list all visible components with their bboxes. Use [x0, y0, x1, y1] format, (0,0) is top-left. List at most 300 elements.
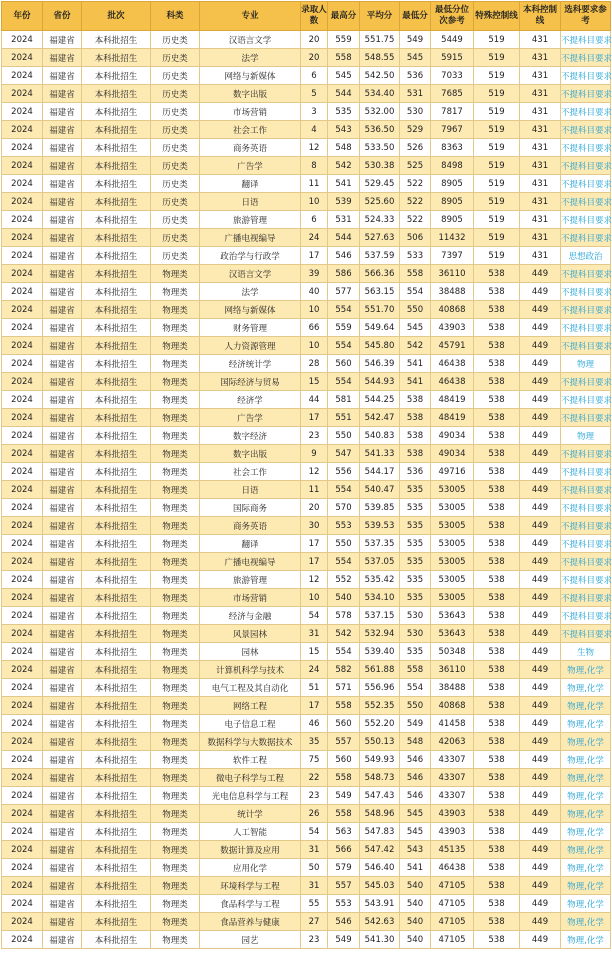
cell-max-score: 543: [328, 121, 360, 139]
cell-major: 国际商务: [200, 499, 301, 517]
cell-admitted: 8: [301, 157, 328, 175]
cell-min-rank: 49034: [431, 427, 474, 445]
cell-category: 物理类: [151, 895, 200, 913]
cell-year: 2024: [2, 481, 43, 499]
cell-batch: 本科批招生: [82, 265, 151, 283]
cell-category: 物理类: [151, 265, 200, 283]
table-row: [2, 175, 611, 193]
cell-special-line: 538: [474, 733, 520, 751]
cell-min-score: 549: [400, 31, 431, 49]
table-row: [2, 283, 611, 301]
cell-admitted: 28: [301, 355, 328, 373]
cell-max-score: 551: [328, 409, 360, 427]
cell-admitted: 24: [301, 661, 328, 679]
cell-province: 福建省: [43, 787, 82, 805]
cell-admitted: 5: [301, 85, 328, 103]
cell-year: 2024: [2, 31, 43, 49]
cell-min-rank: 45791: [431, 337, 474, 355]
cell-special-line: 519: [474, 67, 520, 85]
cell-province: 福建省: [43, 661, 82, 679]
cell-undergrad-line: 449: [520, 679, 561, 697]
cell-category: 历史类: [151, 193, 200, 211]
cell-major: 经济统计学: [200, 355, 301, 373]
cell-max-score: 554: [328, 337, 360, 355]
cell-admitted: 23: [301, 787, 328, 805]
cell-avg-score: 545.80: [360, 337, 400, 355]
cell-max-score: 531: [328, 211, 360, 229]
cell-province: 福建省: [43, 481, 82, 499]
cell-province: 福建省: [43, 319, 82, 337]
cell-year: 2024: [2, 769, 43, 787]
cell-year: 2024: [2, 841, 43, 859]
cell-batch: 本科批招生: [82, 247, 151, 265]
cell-min-score: 538: [400, 391, 431, 409]
cell-undergrad-line: 449: [520, 913, 561, 931]
cell-min-rank: 41458: [431, 715, 474, 733]
cell-province: 福建省: [43, 355, 82, 373]
table-row: [2, 679, 611, 697]
table-row: [2, 121, 611, 139]
cell-admitted: 12: [301, 139, 328, 157]
cell-admitted: 46: [301, 715, 328, 733]
cell-admitted: 17: [301, 553, 328, 571]
cell-min-rank: 38488: [431, 283, 474, 301]
cell-province: 福建省: [43, 427, 82, 445]
cell-major: 社会工作: [200, 463, 301, 481]
cell-province: 福建省: [43, 193, 82, 211]
cell-min-score: 550: [400, 697, 431, 715]
cell-category: 历史类: [151, 247, 200, 265]
cell-batch: 本科批招生: [82, 67, 151, 85]
cell-special-line: 538: [474, 553, 520, 571]
cell-special-line: 538: [474, 373, 520, 391]
table-row: [2, 643, 611, 661]
cell-category: 历史类: [151, 157, 200, 175]
cell-special-line: 538: [474, 481, 520, 499]
cell-admitted: 50: [301, 859, 328, 877]
cell-admitted: 40: [301, 283, 328, 301]
cell-batch: 本科批招生: [82, 481, 151, 499]
cell-batch: 本科批招生: [82, 175, 151, 193]
cell-special-line: 538: [474, 391, 520, 409]
cell-category: 物理类: [151, 697, 200, 715]
cell-avg-score: 544.25: [360, 391, 400, 409]
cell-min-score: 549: [400, 715, 431, 733]
cell-year: 2024: [2, 283, 43, 301]
cell-avg-score: 529.45: [360, 175, 400, 193]
cell-admitted: 9: [301, 445, 328, 463]
cell-category: 物理类: [151, 301, 200, 319]
cell-major: 商务英语: [200, 139, 301, 157]
cell-min-rank: 11432: [431, 229, 474, 247]
cell-min-rank: 53643: [431, 607, 474, 625]
cell-undergrad-line: 449: [520, 445, 561, 463]
cell-max-score: 581: [328, 391, 360, 409]
cell-year: 2024: [2, 805, 43, 823]
cell-category: 物理类: [151, 751, 200, 769]
cell-batch: 本科批招生: [82, 661, 151, 679]
cell-min-score: 535: [400, 571, 431, 589]
cell-undergrad-line: 431: [520, 31, 561, 49]
cell-batch: 本科批招生: [82, 499, 151, 517]
cell-category: 物理类: [151, 535, 200, 553]
cell-avg-score: 539.85: [360, 499, 400, 517]
cell-category: 物理类: [151, 733, 200, 751]
cell-year: 2024: [2, 787, 43, 805]
cell-avg-score: 547.42: [360, 841, 400, 859]
cell-max-score: 578: [328, 607, 360, 625]
cell-admitted: 11: [301, 175, 328, 193]
cell-year: 2024: [2, 427, 43, 445]
cell-province: 福建省: [43, 139, 82, 157]
cell-year: 2024: [2, 643, 43, 661]
cell-category: 历史类: [151, 85, 200, 103]
cell-batch: 本科批招生: [82, 679, 151, 697]
cell-special-line: 538: [474, 301, 520, 319]
table-row: [2, 517, 611, 535]
table-row: [2, 301, 611, 319]
cell-province: 福建省: [43, 499, 82, 517]
cell-province: 福建省: [43, 283, 82, 301]
cell-max-score: 579: [328, 859, 360, 877]
cell-avg-score: 551.70: [360, 301, 400, 319]
cell-batch: 本科批招生: [82, 589, 151, 607]
cell-admitted: 10: [301, 337, 328, 355]
cell-batch: 本科批招生: [82, 823, 151, 841]
cell-major: 商务英语: [200, 517, 301, 535]
cell-province: 福建省: [43, 67, 82, 85]
cell-min-score: 535: [400, 517, 431, 535]
cell-category: 物理类: [151, 445, 200, 463]
cell-min-score: 535: [400, 481, 431, 499]
cell-year: 2024: [2, 103, 43, 121]
cell-subject-req: 物理,化学: [561, 715, 611, 733]
cell-subject-req: 不提科目要求: [561, 265, 611, 283]
cell-min-rank: 47105: [431, 877, 474, 895]
cell-min-score: 554: [400, 283, 431, 301]
cell-special-line: 519: [474, 85, 520, 103]
table-row: [2, 571, 611, 589]
cell-major: 翻译: [200, 175, 301, 193]
cell-category: 历史类: [151, 31, 200, 49]
cell-major: 社会工作: [200, 121, 301, 139]
cell-subject-req: 不提科目要求: [561, 157, 611, 175]
cell-batch: 本科批招生: [82, 301, 151, 319]
cell-batch: 本科批招生: [82, 31, 151, 49]
cell-min-score: 546: [400, 751, 431, 769]
table-row: [2, 895, 611, 913]
cell-major: 电气工程及其自动化: [200, 679, 301, 697]
cell-year: 2024: [2, 445, 43, 463]
cell-batch: 本科批招生: [82, 49, 151, 67]
cell-avg-score: 527.63: [360, 229, 400, 247]
cell-undergrad-line: 449: [520, 571, 561, 589]
header-max-score: 最高分: [328, 2, 360, 31]
cell-year: 2024: [2, 553, 43, 571]
cell-max-score: 586: [328, 265, 360, 283]
cell-undergrad-line: 449: [520, 859, 561, 877]
cell-batch: 本科批招生: [82, 409, 151, 427]
cell-year: 2024: [2, 265, 43, 283]
cell-special-line: 538: [474, 355, 520, 373]
cell-admitted: 17: [301, 535, 328, 553]
cell-max-score: 546: [328, 913, 360, 931]
cell-max-score: 560: [328, 751, 360, 769]
cell-min-rank: 53005: [431, 553, 474, 571]
cell-batch: 本科批招生: [82, 319, 151, 337]
cell-subject-req: 不提科目要求: [561, 337, 611, 355]
cell-min-rank: 53005: [431, 571, 474, 589]
cell-category: 物理类: [151, 553, 200, 571]
table-row: [2, 85, 611, 103]
cell-undergrad-line: 449: [520, 553, 561, 571]
cell-avg-score: 544.17: [360, 463, 400, 481]
cell-category: 物理类: [151, 931, 200, 949]
cell-category: 物理类: [151, 499, 200, 517]
cell-subject-req: 不提科目要求: [561, 481, 611, 499]
cell-major: 经济与金融: [200, 607, 301, 625]
table-row: [2, 751, 611, 769]
cell-batch: 本科批招生: [82, 697, 151, 715]
header-batch: 批次: [82, 2, 151, 31]
cell-undergrad-line: 449: [520, 751, 561, 769]
cell-max-score: 544: [328, 85, 360, 103]
cell-min-score: 522: [400, 175, 431, 193]
cell-undergrad-line: 431: [520, 67, 561, 85]
cell-min-rank: 53005: [431, 517, 474, 535]
cell-min-rank: 36110: [431, 265, 474, 283]
cell-avg-score: 537.35: [360, 535, 400, 553]
cell-avg-score: 551.75: [360, 31, 400, 49]
cell-major: 市场营销: [200, 589, 301, 607]
cell-min-rank: 7967: [431, 121, 474, 139]
cell-special-line: 519: [474, 139, 520, 157]
table-row: [2, 535, 611, 553]
cell-min-score: 540: [400, 877, 431, 895]
cell-province: 福建省: [43, 85, 82, 103]
cell-subject-req: 物理,化学: [561, 733, 611, 751]
cell-batch: 本科批招生: [82, 85, 151, 103]
table-row: [2, 625, 611, 643]
cell-subject-req: 不提科目要求: [561, 283, 611, 301]
cell-min-score: 535: [400, 535, 431, 553]
cell-min-score: 536: [400, 67, 431, 85]
cell-undergrad-line: 449: [520, 265, 561, 283]
table-row: [2, 805, 611, 823]
cell-admitted: 12: [301, 463, 328, 481]
cell-min-rank: 43903: [431, 805, 474, 823]
cell-category: 物理类: [151, 337, 200, 355]
cell-province: 福建省: [43, 697, 82, 715]
cell-special-line: 519: [474, 175, 520, 193]
cell-subject-req: 不提科目要求: [561, 607, 611, 625]
cell-category: 历史类: [151, 103, 200, 121]
cell-major: 日语: [200, 193, 301, 211]
cell-subject-req: 生物: [561, 643, 611, 661]
cell-special-line: 519: [474, 247, 520, 265]
cell-province: 福建省: [43, 715, 82, 733]
cell-category: 物理类: [151, 769, 200, 787]
cell-year: 2024: [2, 607, 43, 625]
cell-province: 福建省: [43, 229, 82, 247]
cell-undergrad-line: 449: [520, 643, 561, 661]
table-row: [2, 139, 611, 157]
header-avg-score: 平均分: [360, 2, 400, 31]
cell-major: 汉语言文学: [200, 31, 301, 49]
cell-special-line: 538: [474, 751, 520, 769]
cell-year: 2024: [2, 679, 43, 697]
cell-min-rank: 48419: [431, 409, 474, 427]
cell-major: 财务管理: [200, 319, 301, 337]
cell-province: 福建省: [43, 895, 82, 913]
cell-batch: 本科批招生: [82, 931, 151, 949]
cell-min-score: 540: [400, 913, 431, 931]
cell-max-score: 571: [328, 679, 360, 697]
cell-subject-req: 不提科目要求: [561, 517, 611, 535]
cell-major: 数字出版: [200, 85, 301, 103]
cell-special-line: 519: [474, 103, 520, 121]
cell-avg-score: 542.50: [360, 67, 400, 85]
cell-max-score: 570: [328, 499, 360, 517]
cell-avg-score: 532.00: [360, 103, 400, 121]
cell-undergrad-line: 449: [520, 283, 561, 301]
cell-admitted: 10: [301, 589, 328, 607]
cell-max-score: 558: [328, 769, 360, 787]
cell-major: 园艺: [200, 931, 301, 949]
cell-batch: 本科批招生: [82, 751, 151, 769]
cell-special-line: 538: [474, 571, 520, 589]
cell-subject-req: 物理,化学: [561, 895, 611, 913]
cell-undergrad-line: 449: [520, 499, 561, 517]
cell-undergrad-line: 431: [520, 103, 561, 121]
cell-avg-score: 548.55: [360, 49, 400, 67]
cell-min-rank: 8905: [431, 193, 474, 211]
cell-batch: 本科批招生: [82, 337, 151, 355]
cell-province: 福建省: [43, 751, 82, 769]
cell-min-score: 540: [400, 895, 431, 913]
table-row: [2, 661, 611, 679]
cell-subject-req: 不提科目要求: [561, 67, 611, 85]
cell-province: 福建省: [43, 679, 82, 697]
cell-min-rank: 7033: [431, 67, 474, 85]
cell-major: 法学: [200, 283, 301, 301]
cell-subject-req: 不提科目要求: [561, 535, 611, 553]
cell-max-score: 540: [328, 589, 360, 607]
cell-undergrad-line: 449: [520, 931, 561, 949]
cell-special-line: 538: [474, 643, 520, 661]
cell-category: 物理类: [151, 787, 200, 805]
cell-category: 物理类: [151, 427, 200, 445]
cell-province: 福建省: [43, 103, 82, 121]
cell-batch: 本科批招生: [82, 283, 151, 301]
cell-year: 2024: [2, 193, 43, 211]
cell-year: 2024: [2, 895, 43, 913]
cell-province: 福建省: [43, 517, 82, 535]
cell-subject-req: 不提科目要求: [561, 499, 611, 517]
cell-special-line: 538: [474, 463, 520, 481]
cell-province: 福建省: [43, 337, 82, 355]
cell-admitted: 4: [301, 121, 328, 139]
cell-province: 福建省: [43, 769, 82, 787]
cell-major: 数字出版: [200, 445, 301, 463]
cell-category: 历史类: [151, 49, 200, 67]
cell-subject-req: 不提科目要求: [561, 589, 611, 607]
cell-min-rank: 43307: [431, 769, 474, 787]
cell-avg-score: 524.33: [360, 211, 400, 229]
cell-year: 2024: [2, 337, 43, 355]
cell-admitted: 35: [301, 733, 328, 751]
cell-special-line: 519: [474, 157, 520, 175]
cell-avg-score: 556.96: [360, 679, 400, 697]
cell-min-score: 536: [400, 463, 431, 481]
cell-min-score: 543: [400, 841, 431, 859]
table-row: [2, 103, 611, 121]
cell-province: 福建省: [43, 409, 82, 427]
table-row: [2, 265, 611, 283]
cell-min-score: 525: [400, 157, 431, 175]
cell-min-rank: 43903: [431, 823, 474, 841]
cell-batch: 本科批招生: [82, 733, 151, 751]
cell-min-rank: 53005: [431, 589, 474, 607]
cell-max-score: 553: [328, 895, 360, 913]
cell-admitted: 31: [301, 877, 328, 895]
cell-undergrad-line: 449: [520, 301, 561, 319]
cell-category: 物理类: [151, 283, 200, 301]
cell-undergrad-line: 449: [520, 427, 561, 445]
cell-year: 2024: [2, 589, 43, 607]
cell-avg-score: 539.40: [360, 643, 400, 661]
cell-category: 物理类: [151, 481, 200, 499]
cell-max-score: 550: [328, 535, 360, 553]
table-row: [2, 409, 611, 427]
cell-undergrad-line: 431: [520, 211, 561, 229]
cell-special-line: 538: [474, 715, 520, 733]
cell-subject-req: 物理,化学: [561, 769, 611, 787]
cell-year: 2024: [2, 751, 43, 769]
cell-admitted: 54: [301, 823, 328, 841]
cell-category: 历史类: [151, 67, 200, 85]
cell-province: 福建省: [43, 49, 82, 67]
cell-admitted: 20: [301, 499, 328, 517]
cell-avg-score: 544.93: [360, 373, 400, 391]
cell-major: 广播电视编导: [200, 553, 301, 571]
cell-avg-score: 549.93: [360, 751, 400, 769]
cell-province: 福建省: [43, 247, 82, 265]
cell-year: 2024: [2, 391, 43, 409]
cell-year: 2024: [2, 625, 43, 643]
cell-province: 福建省: [43, 31, 82, 49]
cell-year: 2024: [2, 913, 43, 931]
cell-major: 食品营养与健康: [200, 913, 301, 931]
cell-category: 物理类: [151, 355, 200, 373]
cell-min-rank: 43307: [431, 787, 474, 805]
table-row: [2, 607, 611, 625]
cell-batch: 本科批招生: [82, 805, 151, 823]
cell-subject-req: 物理: [561, 427, 611, 445]
cell-batch: 本科批招生: [82, 841, 151, 859]
cell-major: 旅游管理: [200, 211, 301, 229]
cell-admitted: 17: [301, 247, 328, 265]
cell-subject-req: 不提科目要求: [561, 31, 611, 49]
cell-subject-req: 物理,化学: [561, 787, 611, 805]
cell-batch: 本科批招生: [82, 229, 151, 247]
cell-undergrad-line: 449: [520, 787, 561, 805]
cell-major: 法学: [200, 49, 301, 67]
cell-province: 福建省: [43, 589, 82, 607]
cell-max-score: 542: [328, 157, 360, 175]
cell-year: 2024: [2, 373, 43, 391]
cell-min-score: 535: [400, 499, 431, 517]
